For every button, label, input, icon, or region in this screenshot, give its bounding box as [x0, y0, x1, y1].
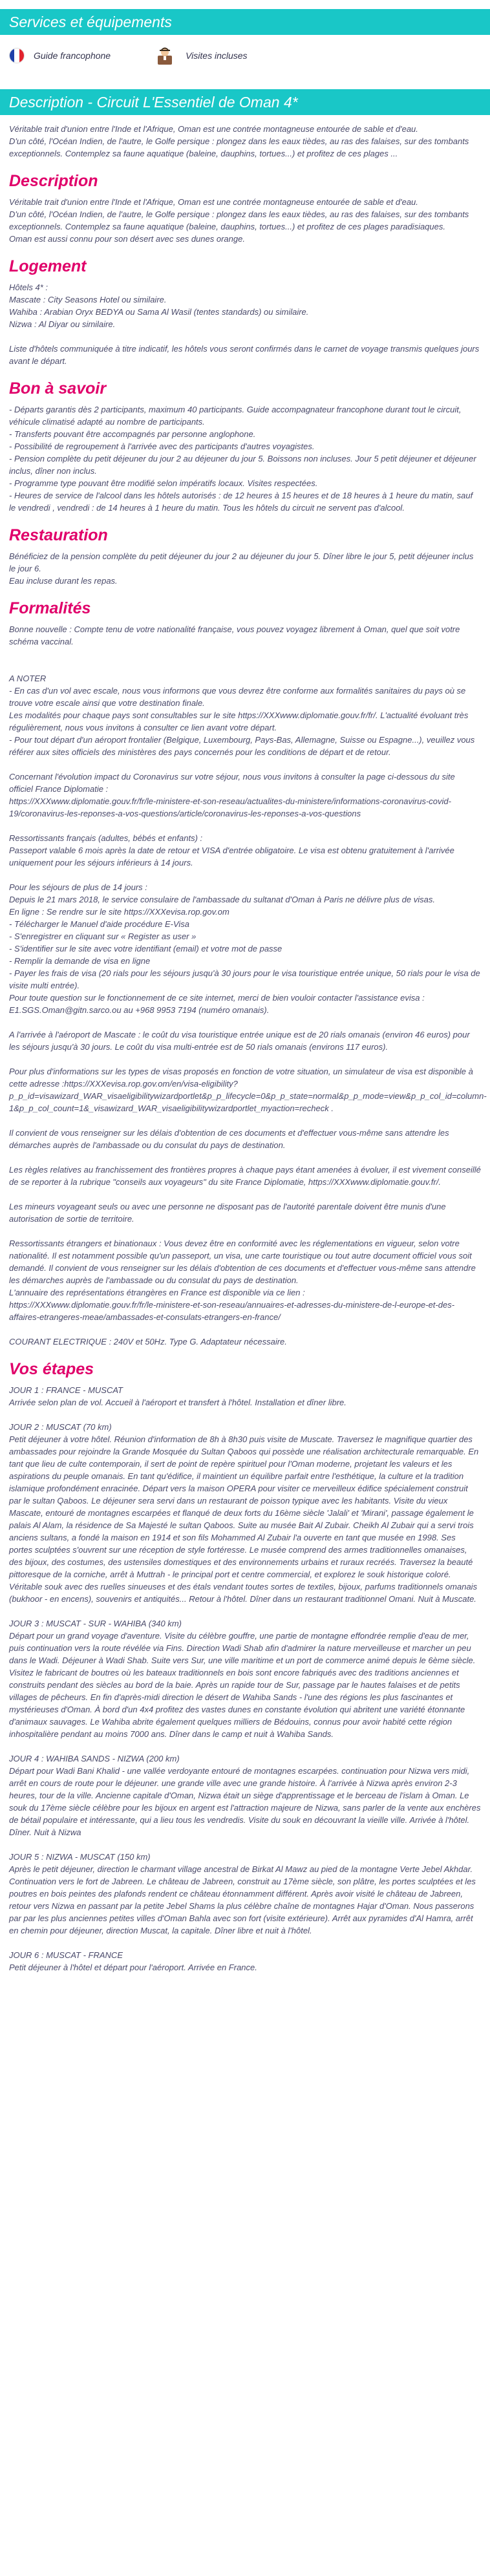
section-text: Bénéficiez de la pension complète du petit déjeuner du jour 2 au déjeuner du jour 5. Dîner libre le jour 5, petit déjeuner inclus le jour 6. Eau incluse durant les repas.: [9, 551, 474, 586]
section-text: - Départs garantis dès 2 participants, maximum 40 participants. Guide accompagnateur francophone durant tout le circuit, véhicule climatisé adapté au nombre de participants. - Transferts pouvant être accompagnés par personne anglophone. - Possibilité de regroupement à l'arrivée avec des participants d'autres voyagistes. - Pension complète du petit déjeuner du jour 2 au déjeuner du jour 5. Boissons non incluses. Jour 5 petit déjeuner et déjeuner inclus, dîner non inclus. - Programme type pouvant être modifié selon impératifs locaux. Visites respectées. - Heures de service de l'alcool dans les hôtels autorisés : de 12 heures à 15 heures et de 18 heures à 1 heure du matin, sauf le vendredi , vendredi : de 14 heures à 1 heure du matin. Tous les hôtels du circuit ne servent pas d'alcool.: [9, 405, 476, 513]
section-formalites: [9, 599, 487, 1348]
section-vos-etapes: [9, 1359, 481, 1974]
section-title: Bon à savoir: [9, 379, 107, 398]
section-title: Formalités: [9, 599, 91, 617]
feature-visits-label: Visites incluses: [186, 50, 248, 61]
feature-visits: [156, 47, 247, 65]
intro-text: Véritable trait d'union entre l'Inde et l'Afrique, Oman est une contrée montagneuse entourée de sable et d'eau. D'un côté, l'Océan Indien, de l'autre, le Golfe persique : plongez dans les eaux tièdes, au ras des falaises, sur des tombants exceptionnels. Contemplez sa faune aquatique (baleine, dauphins, tortues...) et profitez de ces plages ...: [9, 124, 469, 158]
french-flag-icon: [9, 48, 25, 63]
visits-icon: [156, 47, 174, 65]
section-text: Véritable trait d'union entre l'Inde et l'Afrique, Oman est une contrée montagneuse entourée de sable et d'eau. D'un côté, l'Océan Indien, de l'autre, le Golfe persique : plongez dans les eaux tièdes, au ras des falaises, sur des tombants exceptionnels. Contemplez sa faune aquatique (baleine, dauphins, tortues...) et profitez de ces plages paradisiaques. Oman est aussi connu pour son désert avec ses dunes orange.: [9, 197, 469, 244]
services-title: Services et équipements: [0, 9, 490, 35]
section-text: Bonne nouvelle : Compte tenu de votre nationalité française, vous pouvez voyagez librement à Oman, quel que soit votre schéma vaccinal. A NOTER - En cas d'un vol avec escale, nous vous informons que vous devrez être conforme aux formalités sanitaires du pays où se trouve votre escale ainsi que votre destination finale. Les modalités pour chaque pays sont consultables sur le site https://XXXwww.diplomatie.gouv.fr/fr/. L'actualité évoluant très régulièrement, nous vous invitons à consulter ce lien avant votre départ. - Pour tout départ d'un aéroport frontalier (Belgique, Luxembourg, Pays-Bas, Allemagne, Suisse ou Espagne...), veuillez vous référer aux sites officiels des ministères des pays concernés pour les conditions de départ et de retour. Concernant l'évolution impact du Coronavirus sur votre séjour, nous vous invitons à consulter la page ci-dessous du site officiel France Diplomatie : https://XXXwww.diplomatie.gouv.fr/fr/le-ministere-et-son-reseau/actualites-du-ministere/informations-coronavirus-covid-19/coronavirus-les-reponses-a-vos-questions/article/coronavirus-les-reponses-a-vos-questions Ressortissants français (adultes, bébés et enfants) : Passeport valable 6 mois après la date de retour et VISA d'entrée obligatoire. Le visa est obtenu gratuitement à l'arrivée uniquement pour les séjours inférieurs à 14 jours. Pour les séjours de plus de 14 jours : Depuis le 21 mars 2018, le service consulaire de l'ambassade du sultanat d'Oman à Paris ne délivre plus de visas. En ligne : Se rendre sur le site https://XXXevisa.rop.gov.om - Télécharger le Manuel d'aide procédure E-Visa - S'enregistrer en cliquant sur « Register as user » - S'identifier sur le site avec votre identifiant (email) et votre mot de passe - Remplir la demande de visa en ligne - Payer les frais de visa (20 rials pour les séjours jusqu'à 30 jours pour le visa touristique entrée unique, 50 rials pour le visa de visite multi entrée). Pour toute question sur le fonctionnement de ce site internet, merci de bien vouloir contacter l'assistance evisa : E1.SGS.Oman@gitn.sarco.ou au +968 9953 7194 (numéro omanais). A l'arrivée à l'aéroport de Mascate : le coût du visa touristique entrée unique est de 20 rials omanais (environ 46 euros) pour les séjours jusqu'à 30 jours. Le coût du visa multi-entrée est de 50 rials omanais (environs 117 euros). Pour plus d'informations sur les types de visas proposés en fonction de votre situation, un simulateur de visa est disponible à cette adresse :https://XXXevisa.rop.gov.om/en/visa-eligibility?p_p_id=visawizard_WAR_visaeligibilitywizardportlet&p_p_lifecycle=0&p_p_state=normal&p_p_mode=view&p_p_col_id=column-1&p_p_col_count=1&_visawizard_WAR_visaeligibilitywizardportlet_myaction=recheck . Il convient de vous renseigner sur les délais d'obtention de ces documents et d'effectuer vous-même sans attendre les démarches auprès de l'ambassade ou du consulat du pays de destination. Les règles relatives au franchissement des frontières propres à chaque pays étant amenées à évoluer, il est vivement conseillé de se reporter à la rubrique "conseils aux voyageurs" du site France Diplomatie, https://XXXwww.diplomatie.gouv.fr/. Les mineurs voyageant seuls ou avec une personne ne disposant pas de l'autorité parentale doivent être munis d'une autorisation de sortie de territoire. Ressortissants étrangers et binationaux : Vous devez être en conformité avec les réglementations en vigueur, selon votre nationalité. Il est notamment possible qu'un passeport, un visa, une carte touristique ou tout autre document officiel vous soit demandé. Il convient de vous renseigner sur les délais d'obtention de ces documents et d'effectuer vous-même sans attendre les démarches auprès de l'ambassade ou du consulat du pays de destination. L'annuaire des représentations étrangères en France est disponible via ce lien : https://XXXwww.diplomatie.gouv.fr/fr/le-ministere-et-son-reseau/annuaires-et-adresses-du-ministere-de-l-europe-et-des-affaires-etrangeres-meae/ambassades-et-consulats-etrangers-en-france/ COURANT ELECTRIQUE : 240V et 50Hz. Type G. Adaptateur nécessaire.: [9, 624, 487, 1347]
section-title: Logement: [9, 257, 87, 275]
section-description: [9, 171, 481, 245]
section-title: Vos étapes: [9, 1360, 94, 1378]
feature-guide-label: Guide francophone: [34, 50, 111, 61]
section-bon-a-savoir: [9, 379, 481, 514]
section-text: Hôtels 4* : Mascate : City Seasons Hotel ou similaire. Wahiba : Arabian Oryx BEDYA ou Sama Al Wasil (tentes standards) ou similaire. Nizwa : Al Diyar ou similaire. Liste d'hôtels communiquée à titre indicatif, les hôtels vous seront confirmés dans le carnet de voyage transmis quelques jours avant le départ.: [9, 282, 480, 366]
main-content: [0, 115, 490, 1993]
feature-guide: [9, 48, 111, 63]
section-text: JOUR 1 : FRANCE - MUSCAT Arrivée selon plan de vol. Accueil à l'aéroport et transfert à l'hôtel. Installation et dîner libre. JOUR 2 : MUSCAT (70 km) Petit déjeuner à votre hôtel. Réunion d'information de 8h à 8h30 puis visite de Muscate. Traversez le magnifique quartier des ambassades pour rejoindre la Grande Mosquée du Sultan Qaboos qui possède une réalisation architecturale remarquable. En tant que lieu de culte contemporain, il sert de point de repère spirituel pour l'Oman moderne, projetant les valeurs et les aspirations du peuple omanais. En tant qu'édifice, il maintient un équilibre parfait entre l'esthétique, la culture et la tradition islamique profondément enracinée. Départ vers la maison OPERA pour visiter ce merveilleux édifice spécialement construit par le sultan Qaboos. Le déjeuner sera servi dans un restaurant de poisson typique avec les habitants. Visite du vieux Mascate, entouré de montagnes escarpées et flanqué de deux forts du 16ème siècle 'Jalali' et 'Mirani', passage également le palais Al Alam, la résidence de Sa Majesté le sultan Qaboos. Suite au musée Bait Al Zubair. Cheikh Al Zubair qui a servi trois anciens sultans, a fondé la maison en 1914 et son fils Mohammed Al Zubair l'a ouverte en tant que musée en 1998. Ses portes sculptées s'ouvrent sur une réception de style fortéresse. Le musée comprend des armes traditionnelles omanaises, des bijoux, des costumes, des ustensiles domestiques et des environnements urbains et ruraux recréés. Traversez la beauté pittoresque de la corniche, arrêt à Muttrah - le principal port et centre commercial, et explorez le souk historique coloré. Véritable souk avec des ruelles sinueuses et des étals vendant toutes sortes de textiles, bijoux, parfums traditionnels omanais (bukhoor - en encens), souvenirs et antiquités... Retour à l'hôtel. Dîner dans un restaurant traditionnel Omani. Nuit à Muscate. JOUR 3 : MUSCAT - SUR - WAHIBA (340 km) Départ pour un grand voyage d'aventure. Visite du célèbre gouffre, une partie de montagne effondrée remplie d'eau de mer, puis continuation vers la route révélée via Fins. Direction Wadi Shab afin d'admirer la nature merveilleuse et marcher un peu dans le Wadi. Déjeuner à Wadi Shab. Suite vers Sur, une ville maritime et un port de commerce animé depuis le 6ème siècle. Visitez le fabricant de boutres où les bateaux traditionnels en bois sont encore fabriqués avec des traditions anciennes et construits pendant des siècles au bord de la baie. Après un rapide tour de Sur, passage par le hautes falaises et de petits villages de pêcheurs. En fin d'après-midi direction le désert de Wahiba Sands - l'une des régions les plus fascinantes et mystérieuses d'Oman. À bord d'un 4x4 profitez des vastes dunes en constante évolution qui abritent une variété étonnante d'animaux sauvages. Le Wahiba abrite également quelques milliers de Bédouins, connus pour avoir habité cette région inhospitalière pendant au moins 7000 ans. Dîner dans le camp et nuit à Wahiba Sands. JOUR 4 : WAHIBA SANDS - NIZWA (200 km) Départ pour Wadi Bani Khalid - une vallée verdoyante entouré de montagnes escarpées. continuation pour Nizwa vers midi, arrêt en cours de route pour le déjeuner. une grande ville avec une grande histoire. À l'arrivée à Nizwa après environ 2-3 heures, tour de la ville. Ancienne capitale d'Oman, Nizwa était un siège d'apprentissage et le berceau de l'islam à Oman. Le souk du 17ème siècle célèbre pour les bijoux en argent est l'attraction majeure de Nizwa, sans parler de la vente aux enchères de bétail populaire et intéressante, qui a lieu tous les vendredis. Visite du souk en découvrant la vieille ville. Arrivée à l'hôtel. Dîner. Nuit à Nizwa JOUR 5 : NIZWA - MUSCAT (150 km) Après le petit déjeuner, direction le charmant village ancestral de Birkat Al Mawz au pied de la montagne Verte Jebel Akhdar. Continuation vers le fort de Jabreen. Le château de Jabreen, construit au 17ème siècle, son plâtre, les portes sculptées et les poutres en bois peintes des plafonds rendent ce château étonnamment différent. Après avoir visité le château de Jabreen, retour vers Nizwa en passant par la petite Jebel Shams la plus célèbre chaîne de montagnes Hajar d'Oman. Nous passerons par par les plus anciennes petites villes d'Oman Bahla avec son fort (visite extérieure). Arrêt aux pyramides d'Al Hamra, arrêt en chemin pour déjeuner, direction Muscat, la capitale. Dîner libre et nuit à l'hôtel. JOUR 6 : MUSCAT - FRANCE Petit déjeuner à l'hôtel et départ pour l'aéroport. Arrivée en France.: [9, 1385, 481, 1972]
description-banner: Description - Circuit L'Essentiel de Oman 4*: [0, 89, 490, 115]
section-title: Description: [9, 172, 98, 190]
section-logement: [9, 257, 481, 367]
section-restauration: [9, 526, 481, 587]
section-title: Restauration: [9, 526, 108, 544]
features-row: [0, 35, 490, 76]
